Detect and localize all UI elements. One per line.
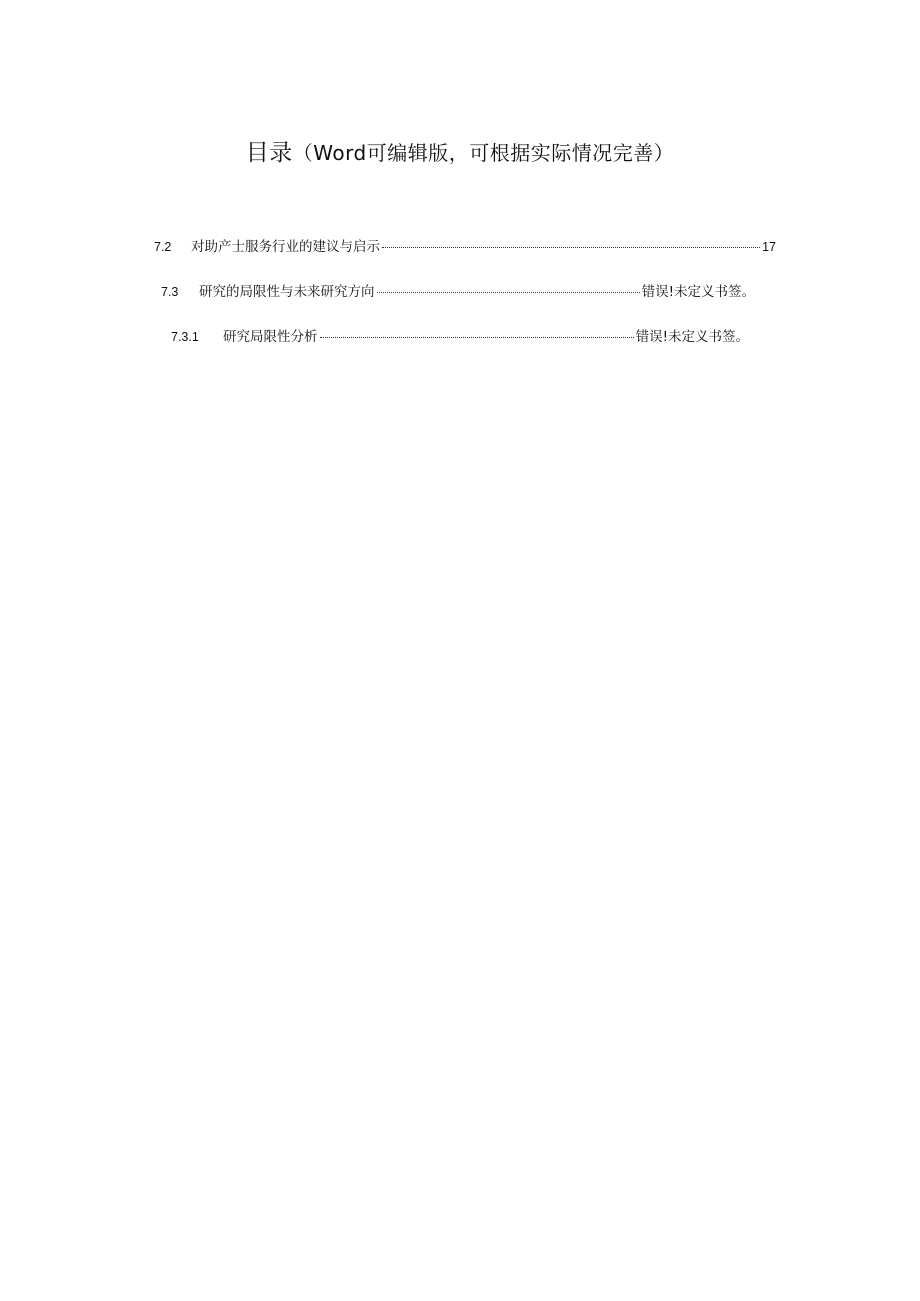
toc-title-note: （Word可编辑版，可根据实际情况完善） <box>292 141 675 165</box>
toc-entry-page: 错误!未定义书签。 <box>641 284 755 300</box>
toc-entry[interactable] <box>154 237 776 257</box>
toc-entry[interactable] <box>161 282 755 302</box>
toc-entry-text: 研究局限性分析 <box>223 329 318 345</box>
toc-entry-page: 17 <box>762 240 776 254</box>
toc-title-main: 目录 <box>245 140 293 166</box>
toc-entry-page: 错误!未定义书签。 <box>635 329 749 345</box>
toc-entry-number: 7.2 <box>154 240 172 254</box>
toc-entry-text: 研究的局限性与未来研究方向 <box>199 284 375 300</box>
toc-entry-number: 7.3 <box>161 285 179 299</box>
toc-dot-leader <box>382 237 760 248</box>
toc-title <box>0 137 920 169</box>
toc-entry-number: 7.3.1 <box>171 330 199 344</box>
toc-dot-leader <box>320 327 634 338</box>
toc-entry[interactable] <box>171 327 749 347</box>
toc-dot-leader <box>377 282 640 293</box>
toc-entry-text: 对助产士服务行业的建议与启示 <box>191 239 380 255</box>
